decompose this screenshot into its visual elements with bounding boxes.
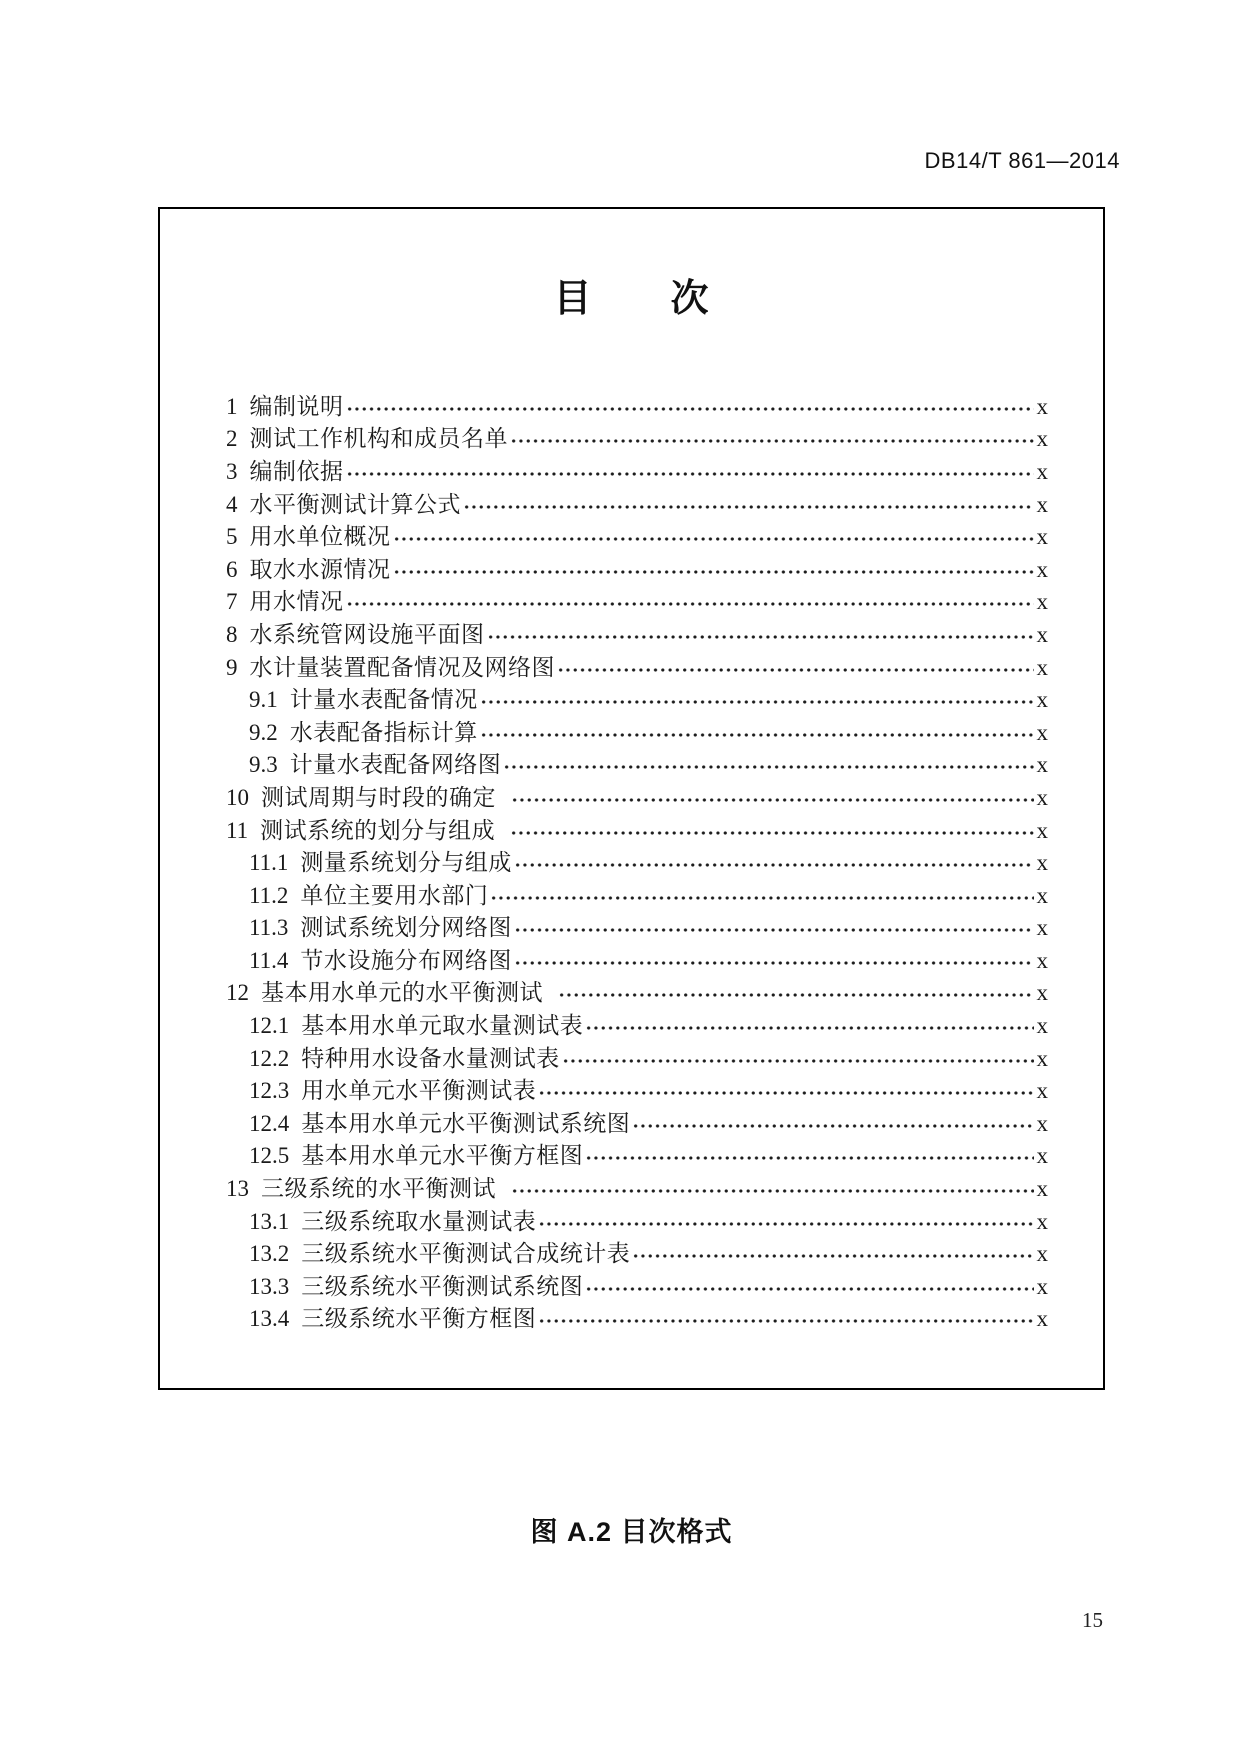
- toc-entry-page: x: [1036, 882, 1048, 908]
- figure-caption: 图 A.2 目次格式: [530, 1517, 733, 1547]
- toc-entry: [226, 912, 1048, 945]
- toc-entry-page: x: [1036, 621, 1048, 647]
- toc-title: 目 次: [553, 278, 710, 320]
- toc-entry: [226, 619, 1048, 652]
- toc-entry-label: 测量系统划分与组成: [300, 850, 512, 876]
- toc-entry-number: 13.1: [249, 1208, 290, 1234]
- toc-entry-number: 3: [226, 458, 238, 484]
- toc-entry-number: 12.1: [249, 1013, 290, 1039]
- toc-entry-page: x: [1036, 752, 1048, 778]
- toc-entry: [226, 521, 1048, 554]
- toc-entry-label: 特种用水设备水量测试表: [301, 1045, 560, 1071]
- dot-leader: [632, 1251, 1033, 1261]
- toc-entry: [226, 456, 1048, 489]
- toc-entry-number: 2: [226, 426, 238, 452]
- toc-entry-page: x: [1036, 654, 1048, 680]
- toc-entry-number: 5: [226, 524, 238, 550]
- toc-entry-number: 12: [226, 980, 249, 1006]
- dot-leader: [511, 795, 1034, 805]
- toc-entry-number: 11.3: [249, 915, 289, 941]
- toc-entry: [226, 717, 1048, 750]
- dot-leader: [463, 502, 1034, 512]
- toc-entry-page: x: [1036, 1273, 1048, 1299]
- toc-entry: [226, 1010, 1048, 1043]
- toc-entry-number: 12.2: [249, 1045, 290, 1071]
- toc-entry-number: 11: [226, 817, 249, 843]
- toc-entry-number: 9: [226, 654, 238, 680]
- dot-leader: [514, 958, 1034, 968]
- dot-leader: [393, 534, 1034, 544]
- dot-leader: [510, 436, 1034, 446]
- toc-entry: [226, 1303, 1048, 1336]
- toc-entry-number: 12.5: [249, 1143, 290, 1169]
- toc-entry-page: x: [1036, 1013, 1048, 1039]
- toc-entry-page: x: [1036, 556, 1048, 582]
- toc-entry-page: x: [1036, 1078, 1048, 1104]
- toc-entry-page: x: [1036, 393, 1048, 419]
- toc-entry-label: 测试工作机构和成员名单: [249, 426, 508, 452]
- dot-leader: [585, 1023, 1033, 1033]
- toc-list: [160, 391, 1103, 1336]
- toc-entry-page: x: [1036, 426, 1048, 452]
- dot-leader: [632, 1121, 1033, 1131]
- toc-entry: [226, 554, 1048, 587]
- toc-entry-label: 三级系统水平衡测试合成统计表: [301, 1241, 631, 1267]
- toc-entry-number: 13.2: [249, 1241, 290, 1267]
- toc-entry-label: 取水水源情况: [249, 556, 391, 582]
- toc-entry-label: 三级系统的水平衡测试: [261, 1176, 496, 1202]
- toc-entry-page: x: [1036, 817, 1048, 843]
- dot-leader: [503, 762, 1033, 772]
- toc-entry: [226, 1173, 1048, 1206]
- toc-entry-number: 11.1: [249, 850, 289, 876]
- toc-entry: [226, 586, 1048, 619]
- dot-leader: [480, 697, 1034, 707]
- toc-entry-page: x: [1036, 947, 1048, 973]
- toc-entry: [226, 815, 1048, 848]
- toc-entry-number: 13.4: [249, 1306, 290, 1332]
- toc-entry-page: x: [1036, 719, 1048, 745]
- toc-entry: [226, 391, 1048, 424]
- toc-entry-label: 基本用水单元的水平衡测试: [261, 980, 543, 1006]
- dot-leader: [585, 1153, 1033, 1163]
- toc-entry: [226, 652, 1048, 685]
- dot-leader: [393, 567, 1034, 577]
- toc-entry: [226, 489, 1048, 522]
- toc-entry-page: x: [1036, 1208, 1048, 1234]
- toc-entry-page: x: [1036, 915, 1048, 941]
- toc-entry: [226, 749, 1048, 782]
- toc-entry-label: 节水设施分布网络图: [300, 947, 512, 973]
- toc-entry-page: x: [1036, 1306, 1048, 1332]
- toc-entry-label: 编制依据: [249, 458, 344, 484]
- toc-entry: [226, 880, 1048, 913]
- toc-entry-number: 11.4: [249, 947, 289, 973]
- toc-entry-number: 4: [226, 491, 238, 517]
- toc-entry: [226, 1238, 1048, 1271]
- toc-entry-number: 9.3: [249, 752, 278, 778]
- toc-entry: [226, 847, 1048, 880]
- toc-entry-number: 1: [226, 393, 238, 419]
- standard-doc-number: DB14/T 861—2014: [924, 148, 1120, 173]
- toc-entry-page: x: [1036, 1176, 1048, 1202]
- toc-entry-label: 水系统管网设施平面图: [249, 621, 485, 647]
- dot-leader: [538, 1219, 1033, 1229]
- toc-entry-page: x: [1036, 524, 1048, 550]
- toc-entry-label: 用水单元水平衡测试表: [301, 1078, 537, 1104]
- dot-leader: [346, 469, 1034, 479]
- toc-entry-page: x: [1036, 458, 1048, 484]
- toc-entry: [226, 1140, 1048, 1173]
- toc-entry-number: 10: [226, 784, 249, 810]
- toc-entry: [226, 1206, 1048, 1239]
- dot-leader: [585, 1284, 1033, 1294]
- toc-entry-label: 测试系统划分网络图: [300, 915, 512, 941]
- toc-entry: [226, 1271, 1048, 1304]
- toc-entry-number: 6: [226, 556, 238, 582]
- toc-entry-label: 测试系统的划分与组成: [260, 817, 496, 843]
- toc-entry: [226, 684, 1048, 717]
- toc-entry-label: 基本用水单元水平衡测试系统图: [301, 1110, 631, 1136]
- toc-entry-label: 基本用水单元取水量测试表: [301, 1013, 584, 1039]
- toc-entry: [226, 945, 1048, 978]
- toc-entry-label: 水计量装置配备情况及网络图: [249, 654, 555, 680]
- dot-leader: [538, 1088, 1033, 1098]
- toc-entry-label: 三级系统水平衡方框图: [301, 1306, 537, 1332]
- page-number: 15: [1082, 1608, 1103, 1632]
- toc-entry-label: 测试周期与时段的确定: [261, 784, 496, 810]
- dot-leader: [557, 665, 1034, 675]
- toc-entry-number: 11.2: [249, 882, 289, 908]
- toc-entry-page: x: [1036, 589, 1048, 615]
- toc-entry-label: 基本用水单元水平衡方框图: [301, 1143, 584, 1169]
- dot-leader: [346, 404, 1034, 414]
- toc-entry-label: 用水情况: [249, 589, 344, 615]
- toc-entry-page: x: [1036, 980, 1048, 1006]
- toc-entry-label: 用水单位概况: [249, 524, 391, 550]
- toc-entry-label: 计量水表配备情况: [289, 687, 478, 713]
- dot-leader: [487, 632, 1034, 642]
- toc-entry-page: x: [1036, 687, 1048, 713]
- dot-leader: [490, 893, 1033, 903]
- toc-entry: [226, 977, 1048, 1010]
- toc-entry-page: x: [1036, 1110, 1048, 1136]
- dot-leader: [510, 828, 1033, 838]
- dot-leader: [514, 860, 1034, 870]
- toc-entry-number: 13.3: [249, 1273, 290, 1299]
- toc-entry-page: x: [1036, 1241, 1048, 1267]
- dot-leader: [480, 730, 1034, 740]
- toc-entry: [226, 1043, 1048, 1076]
- toc-entry-number: 9.1: [249, 687, 278, 713]
- toc-entry-label: 三级系统水平衡测试系统图: [301, 1273, 584, 1299]
- dot-leader: [346, 599, 1034, 609]
- toc-entry-number: 12.4: [249, 1110, 290, 1136]
- toc-entry: [226, 423, 1048, 456]
- toc-entry-label: 水平衡测试计算公式: [249, 491, 461, 517]
- toc-entry-page: x: [1036, 784, 1048, 810]
- toc-frame: [158, 207, 1105, 1390]
- dot-leader: [514, 925, 1034, 935]
- toc-entry: [226, 1075, 1048, 1108]
- toc-entry-label: 单位主要用水部门: [300, 882, 489, 908]
- toc-entry-label: 三级系统取水量测试表: [301, 1208, 537, 1234]
- toc-entry-page: x: [1036, 850, 1048, 876]
- toc-entry-number: 7: [226, 589, 238, 615]
- dot-leader: [562, 1056, 1034, 1066]
- toc-entry-number: 8: [226, 621, 238, 647]
- toc-entry-page: x: [1036, 491, 1048, 517]
- toc-entry-page: x: [1036, 1143, 1048, 1169]
- toc-entry-label: 水表配备指标计算: [289, 719, 478, 745]
- toc-entry-label: 计量水表配备网络图: [289, 752, 502, 778]
- toc-entry-number: 12.3: [249, 1078, 290, 1104]
- dot-leader: [558, 990, 1034, 1000]
- dot-leader: [511, 1186, 1034, 1196]
- toc-entry-page: x: [1036, 1045, 1048, 1071]
- dot-leader: [538, 1316, 1033, 1326]
- toc-entry-number: 13: [226, 1176, 249, 1202]
- toc-entry-number: 9.2: [249, 719, 278, 745]
- toc-entry-label: 编制说明: [249, 393, 344, 419]
- toc-entry: [226, 782, 1048, 815]
- toc-entry: [226, 1108, 1048, 1141]
